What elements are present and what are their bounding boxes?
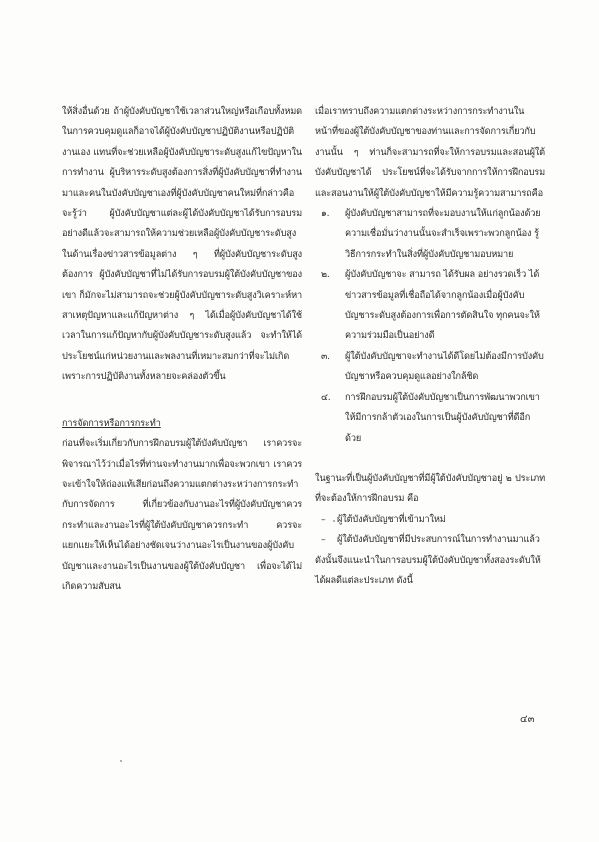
right-column — [315, 102, 545, 591]
list-item-text: ผู้ใต้บังคับบัญชาที่มีประสบการณ์ในการทำงานมาแล้ว — [337, 534, 540, 546]
left-paragraph-2: ก่อนที่จะเริ่มเกี่ยวกับการฝึกอบรมผู้ใต้บังคับบัญชา เราควรจะพิจารณาไว้ว่าเมื่อไรที่ท่านจะทำงานมากเพื่อจะพวกเขา เราควรจะเข้าใจให้ถ่องแท้เสียก่อนถึงความแตกต่างระหว่างการกระทำกับการจัดการ ที่เกี่ยวข้องกับงานอะไรที่ผู้บังคับบัญชาควรกระทำและงานอะไรที่ผู้ใต้บังคับบัญชาควรกระทำ ควรจะแยกแยะให้เห็นได้อย่างชัดเจนว่างานอะไรเป็นงานของผู้บังคับบัญชาและงานอะไรเป็นงานของผู้ใต้บังคับบัญชา เพื่อจะได้ไม่เกิดความสับสน — [62, 438, 302, 592]
list-item — [315, 204, 545, 265]
paragraph-gap — [315, 449, 545, 469]
list-item — [315, 510, 545, 530]
list-number: ๓. — [321, 350, 330, 362]
right-paragraph-3: ดังนั้นจึงแนะนำในการอบรมผู้ใต้บังคับบัญชาทั้งสองระดับให้ได้ผลดีแต่ละประเภท ดังนี้ — [315, 554, 541, 586]
scan-speck — [120, 760, 122, 762]
list-number: ๒. — [321, 269, 330, 281]
dash-bullet: – — [321, 513, 326, 525]
list-number: ๔. — [321, 391, 331, 403]
list-item-text: ผู้บังคับบัญชาจะ สามารถ ได้รับผล อย่างรวดเร็ว ได้ข่าวสารข้อมูลที่เชื่อถือได้จากลูกน้องเมื่อผู้บังคับบัญชาระดับสูงต้องการเพื่อการตัดสินใจ ทุกคนจะให้ความร่วมมือเป็นอย่างดี — [345, 269, 540, 342]
list-item — [315, 265, 545, 347]
list-item-text: ผู้ใต้บังคับบัญชาที่เข้ามาใหม่ — [337, 513, 446, 525]
list-item — [315, 347, 545, 388]
list-item — [315, 530, 545, 550]
page-number: ๔๓ — [520, 714, 535, 725]
scan-speck — [333, 520, 335, 522]
list-item-text: การฝึกอบรมผู้ใต้บังคับบัญชาเป็นการพัฒนาพวกเขาให้มีการกล้าตัวเองในการเป็นผู้บังคับบัญชาที่ดีอีกด้วย — [345, 391, 540, 444]
trainee-types-list — [315, 510, 545, 551]
right-intro-paragraph: เมื่อเราทราบถึงความแตกต่างระหว่างการกระทำงานในหน้าที่ของผู้ใต้บังคับบัญชาของท่านและการจัดการเกี่ยวกับงานนั้น ๆ ท่านก็จะสามารถที่จะให้การอบรมและสอนผู้ใต้บังคับบัญชาได้ ประโยชน์ที่จะได้รับจากการให้การฝึกอบรมและสอนงานให้ผู้ใต้บังคับบัญชาให้มีความรู้ความสามารถคือ — [315, 106, 545, 199]
paragraph-gap — [62, 388, 302, 414]
list-number: ๑. — [321, 208, 330, 220]
dash-bullet: – — [321, 534, 326, 546]
section-heading: การจัดการหรือการกระทำ — [62, 417, 161, 429]
benefits-list — [315, 204, 545, 449]
list-item-text: ผู้ใต้บังคับบัญชาจะทำงานได้ดีโดยไม่ต้องมีการบังคับบัญชาหรือควบคุมดูแลอย่างใกล้ชิด — [345, 350, 544, 383]
left-paragraph-1: ให้สิ่งอื่นด้วย ถ้าผู้บังคับบัญชาใช้เวลาส่วนใหญ่หรือเกือบทั้งหมดในการควบคุมดูแลก็อาจได้ผู้บังคับบัญชาปฏิบัติงานหรือปฏิบัติงานเอง แทนที่จะช่วยเหลือผู้บังคับบัญชาระดับสูงแก้ไขปัญหาในการทำงาน ผู้บริหารระดับสูงต้องการสิ่งที่ผู้บังคับบัญชาที่ทำงานมาและคนในบังคับบัญชาเองที่ผู้บังคับบัญชาคนใหม่ที่กล่าวคือจะรู้ว่า ผู้บังคับบัญชาแต่ละผู้ได้บังคับบัญชาได้รับการอบรมอย่างดีแล้วจะสามารถให้ความช่วยเหลือผู้บังคับบัญชาระดับสูงในด้านเรื่องข่าวสารข้อมูลต่าง ๆ ที่ผู้บังคับบัญชาระดับสูงต้องการ ผู้บังคับบัญชาที่ไม่ได้รับการอบรมผู้ใต้บังคับบัญชาของเขา ก็มักจะไม่สามารถจะช่วยผู้บังคับบัญชาระดับสูงวิเคราะห์หาสาเหตุปัญหาและแก้ปัญหาต่าง ๆ ได้เมื่อผู้บังคับบัญชาได้ใช้เวลาในการแก้ปัญหากับผู้บังคับบัญชาระดับสูงแล้ว จะทำให้ได้ประโยชน์แก่หน่วยงานและพลงานที่เหมาะสมกว่าที่จะไม่เกิด เพราะการปฏิบัติงานทั้งหลายจะคล่องตัวขึ้น — [62, 106, 302, 383]
right-paragraph-2: ในฐานะที่เป็นผู้บังคับบัญชาที่มีผู้ใต้บังคับบัญชาอยู่ ๒ ประเภทที่จะต้องให้การฝึกอบรม คือ — [315, 472, 545, 505]
left-column — [62, 102, 302, 597]
list-item — [315, 388, 545, 449]
list-item-text: ผู้บังคับบัญชาสามารถที่จะมอบงานให้แก่ลูกน้องด้วยความเชื่อมั่นว่างานนั้นจะสำเร็จเพราะพวกลูกน้อง รู้วิธีการกระทำในสิ่งที่ผู้บังคับบัญชามอบหมาย — [345, 208, 541, 260]
